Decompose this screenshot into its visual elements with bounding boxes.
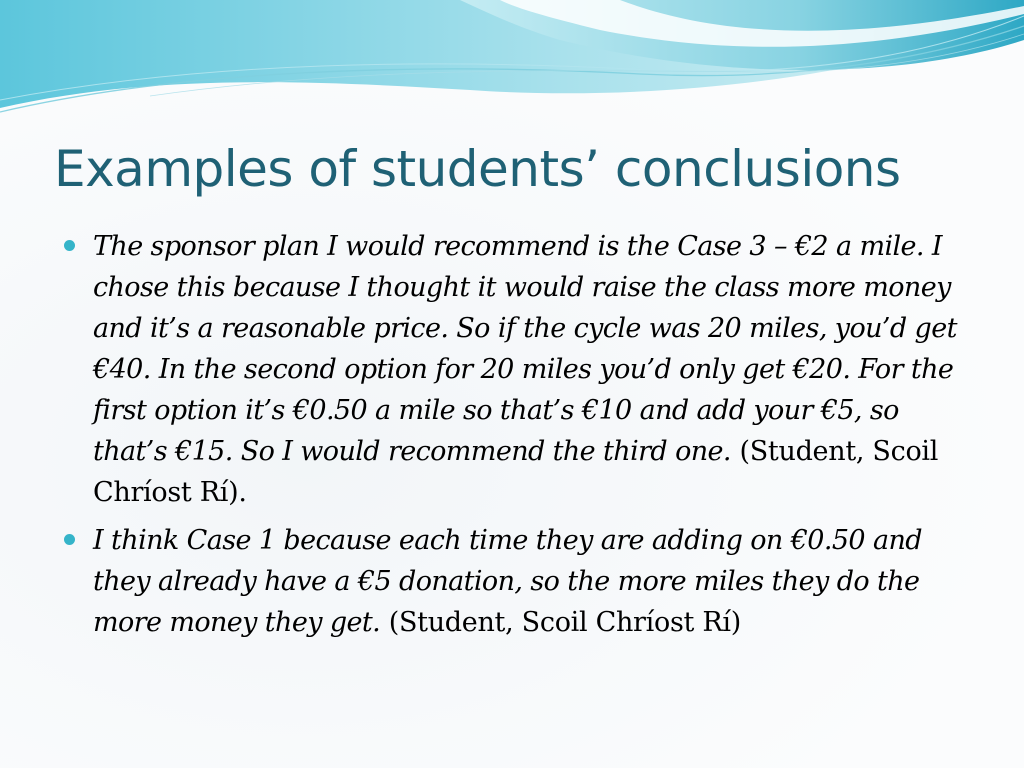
header-wave-decoration	[0, 0, 1024, 130]
bullet-list	[60, 226, 970, 650]
student-quote: The sponsor plan I would recommend is the Case 3 – €2 a mile. I chose this because I thought it would raise the class more money and it’s a reasonable price. So if the cycle was 20 miles, you’d get €40. In the second option for 20 miles you’d only get €20. For the first option it’s €0.50 a mile so that’s €10 and add your €5, so that’s €15. So I would recommend the third one.	[93, 231, 957, 467]
bullet-dot-icon	[64, 534, 75, 545]
slide-title: Examples of students’ conclusions	[54, 140, 901, 198]
quote-source: (Student, Scoil Chríost Rí)	[388, 607, 741, 638]
bullet-item	[60, 226, 970, 513]
bullet-dot-icon	[64, 240, 75, 251]
student-quote: I think Case 1 because each time they are adding on €0.50 and they already have a €5 donation, so the more miles they do the more money they get.	[93, 525, 922, 638]
quote-source: (Student, Scoil Chríost Rí).	[93, 436, 939, 508]
bullet-item	[60, 520, 970, 643]
